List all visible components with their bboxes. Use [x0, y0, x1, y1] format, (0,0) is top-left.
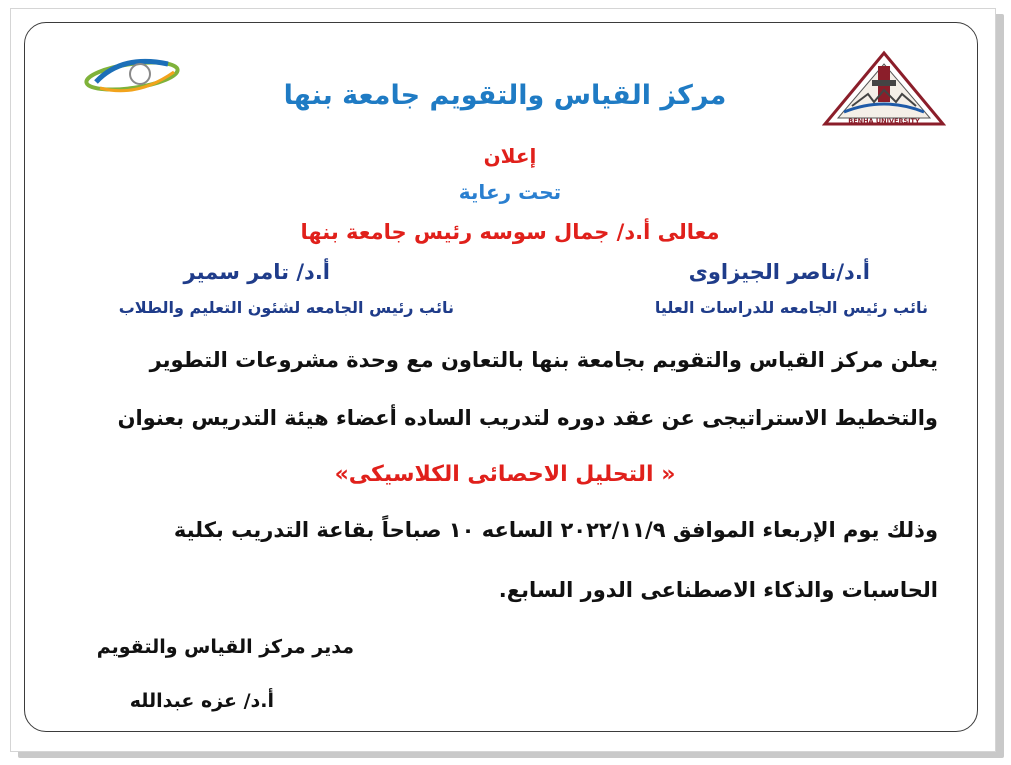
- page-title: مركز القياس والتقويم جامعة بنها: [283, 80, 727, 111]
- under-auspices: تحت رعاية: [458, 180, 562, 204]
- vice-president-name-1: أ.د/ناصر الجيزاوى: [688, 260, 870, 284]
- body-line-3: وذلك يوم الإربعاء الموافق ٢٠٢٢/١١/٩ الساعه ١٠ صباحاً بقاعة التدريب بكلية: [173, 518, 938, 542]
- body-line-2: والتخطيط الاستراتيجى عن عقد دوره لتدريب الساده أعضاء هيئة التدريس بعنوان: [117, 406, 938, 430]
- university-emblem-icon: [822, 50, 946, 130]
- center-logo-icon: [82, 52, 182, 102]
- body-line-4: الحاسبات والذكاء الاصطناعى الدور السابع.: [498, 578, 938, 602]
- vice-president-title-2: نائب رئيس الجامعه لشئون التعليم والطلاب: [118, 298, 454, 317]
- svg-text:BENHA UNIVERSITY: BENHA UNIVERSITY: [848, 117, 920, 125]
- vice-president-name-2: أ.د/ تامر سمير: [183, 260, 330, 284]
- signature-name: أ.د/ عزه عبدالله: [129, 690, 274, 712]
- body-line-1: يعلن مركز القياس والتقويم بجامعة بنها بالتعاون مع وحدة مشروعات التطوير: [149, 348, 938, 372]
- president-line: معالى أ.د/ جمال سوسه رئيس جامعة بنها: [300, 220, 720, 244]
- vice-president-title-1: نائب رئيس الجامعه للدراسات العليا: [654, 298, 928, 317]
- signature-role: مدير مركز القياس والتقويم: [96, 636, 354, 658]
- course-title: « التحليل الاحصائى الكلاسيكى»: [334, 462, 676, 487]
- announcement-label: إعلان: [483, 144, 537, 168]
